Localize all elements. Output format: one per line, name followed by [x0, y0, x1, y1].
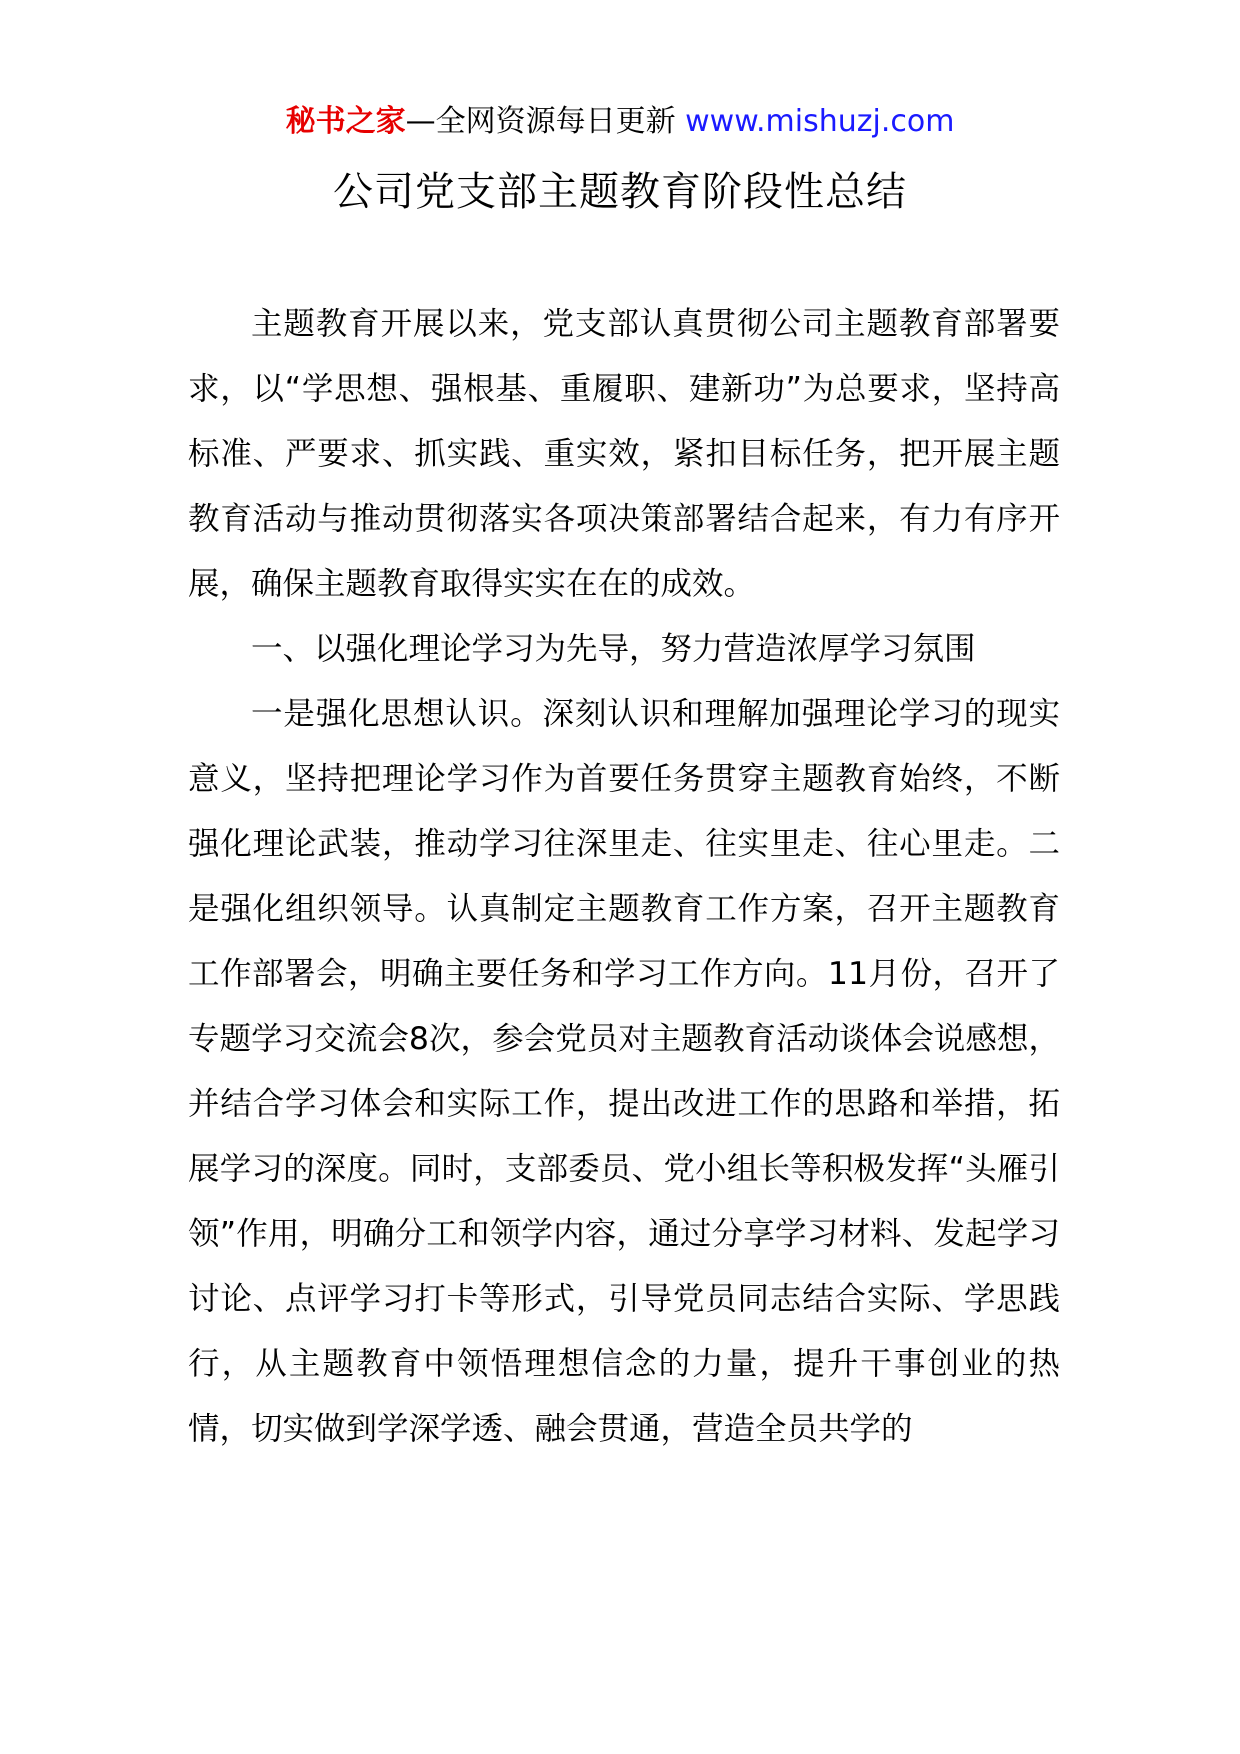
site-brand-name: 秘书之家 [285, 104, 406, 139]
section-heading-1: 一、以强化理论学习为先导，努力营造浓厚学习氛围 [251, 631, 976, 667]
intro-paragraph: 主题教育开展以来，党支部认真贯彻公司主题教育部署要求，以“学思想、强根基、重履职、建新功”为总要求，坚持高标准、严要求、抓实践、重实效，紧扣目标任务，把开展主题教育活动与推动贯彻落实各项决策部署结合起来，有力有序开展，确保主题教育取得实实在在的成效。 [188, 306, 1060, 602]
document-body [188, 292, 1060, 1462]
document-title: 公司党支部主题教育阶段性总结 [333, 169, 907, 215]
site-tagline: —全网资源每日更新 [405, 104, 676, 139]
site-url-link[interactable]: www.mishuzj.com [685, 104, 955, 139]
site-watermark-header [0, 100, 1240, 144]
body-paragraph: 一是强化思想认识。深刻认识和理解加强理论学习的现实意义，坚持把理论学习作为首要任务贯穿主题教育始终，不断强化理论武装，推动学习往深里走、往实里走、往心里走。二是强化组织领导。认真制定主题教育工作方案，召开主题教育工作部署会，明确主要任务和学习工作方向。11月份，召开了专题学习交流会8次，参会党员对主题教育活动谈体会说感想，并结合学习体会和实际工作，提出改进工作的思路和举措，拓展学习的深度。同时，支部委员、党小组长等积极发挥“头雁引领”作用，明确分工和领学内容，通过分享学习材料、发起学习讨论、点评学习打卡等形式，引导党员同志结合实际、学思践行，从主题教育中领悟理想信念的力量，提升干事创业的热情，切实做到学深学透、融会贯通，营造全员共学的 [188, 696, 1060, 1447]
